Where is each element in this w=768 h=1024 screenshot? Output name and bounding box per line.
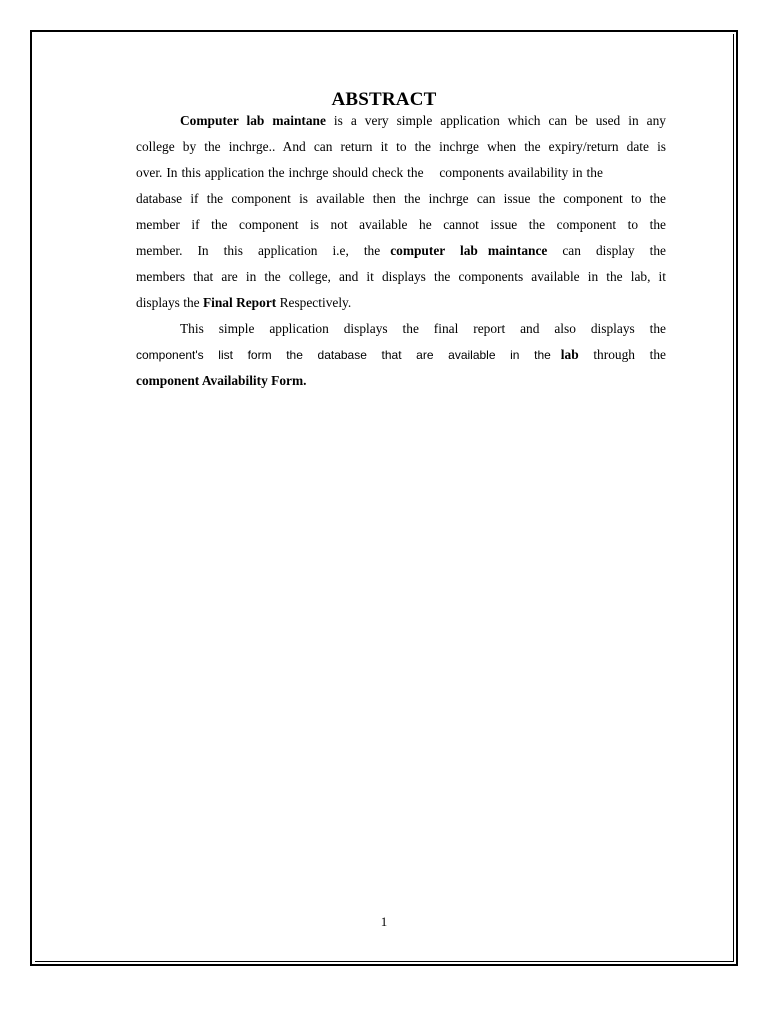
p1-line-1: Computer lab maintane is a very simple application which can be used in any: [180, 113, 666, 128]
p1-line-2: college by the inchrge.. And can return it to the inchrge when the expiry/return date is: [136, 139, 666, 154]
document-title: ABSTRACT: [331, 89, 437, 110]
final-report-bold: Final Report: [202, 295, 277, 310]
maintance-bold: maintance: [487, 243, 548, 258]
availability-form-bold: component Availability Form.: [136, 373, 307, 388]
lab-bold: lab: [560, 347, 579, 362]
p2-line-2: component's list form the database that are available in the lab through the: [136, 347, 666, 362]
page-number: 1: [380, 914, 388, 929]
p2-line-3: [136, 372, 666, 390]
p1-line-8: displays the Final Report Respectively.: [136, 295, 352, 310]
p1-line-4: database if the component is available then the inchrge can issue the component to the: [136, 191, 666, 206]
app-name-bold: Computer lab maintane: [180, 113, 326, 128]
p1-line-3: over. In this application the inchrge should check the components availability in the: [136, 165, 603, 180]
computer-lab-bold: computer lab: [390, 243, 478, 258]
p1-line-6: member. In this application i.e, the computer lab maintance can display the: [136, 243, 666, 258]
p2-line-1: This simple application displays the final report and also displays the: [180, 321, 666, 336]
p1-line-5: member if the component is not available he cannot issue the component to the: [136, 217, 666, 232]
p1-line-7: members that are in the college, and it displays the components available in the lab, it: [136, 269, 666, 284]
